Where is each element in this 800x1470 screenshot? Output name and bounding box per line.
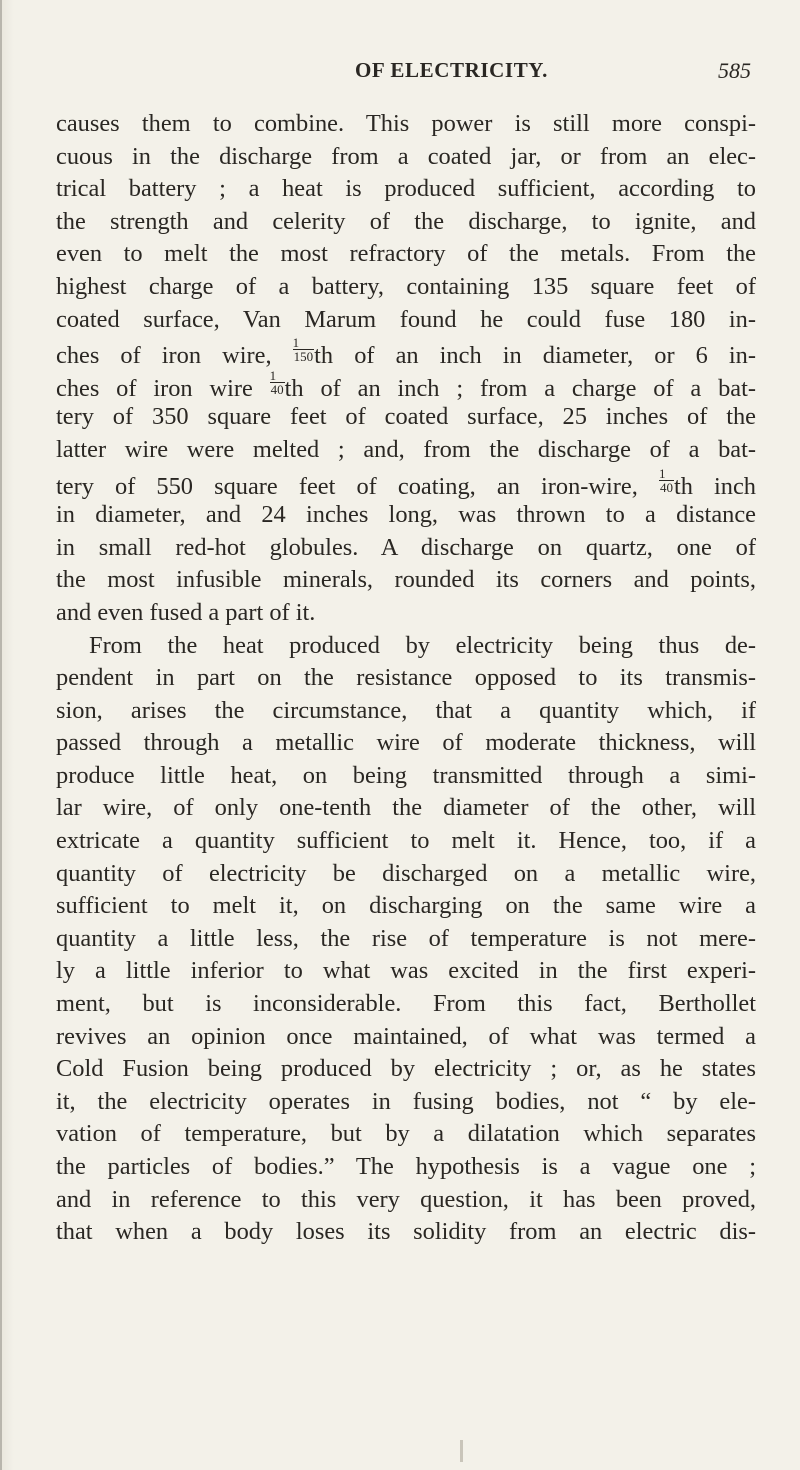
text-line: produce little heat, on being transmitted through a simi- <box>56 761 756 789</box>
fraction-numerator: 1 <box>658 465 666 481</box>
text-line: and even fused a part of it. <box>56 598 316 626</box>
text-line: the particles of bodies.” The hypothesis is a vague one ; <box>56 1153 756 1180</box>
body-text <box>56 108 756 1249</box>
text-line: Cold Fusion being produced by electricity ; or, as he states <box>56 1055 756 1083</box>
text-line: revives an opinion once maintained, of what was termed a <box>56 1022 756 1050</box>
fraction-one-40th <box>659 467 674 494</box>
text-segment: tery of 550 square feet of coating, an iron-wire, <box>56 472 638 500</box>
paragraph-first-line: From the heat produced by electricity being thus de- <box>89 631 756 659</box>
text-line: cuous in the discharge from a coated jar, or from an elec- <box>56 142 756 170</box>
text-line: extricate a quantity sufficient to melt it. Hence, too, if a <box>56 827 756 855</box>
text-segment: th of an inch in diameter, or 6 in- <box>314 342 756 370</box>
text-segment: ches of iron wire, <box>56 342 272 370</box>
text-line: the strength and celerity of the discharge, to ignite, and <box>56 207 756 235</box>
text-line: causes them to combine. This power is still more conspi- <box>56 110 756 137</box>
text-line: pendent in part on the resistance opposed to its transmis- <box>56 664 756 692</box>
fraction-denominator: 150 <box>293 349 314 365</box>
text-line <box>56 336 756 369</box>
text-line: passed through a metallic wire of moderate thickness, will <box>56 729 756 757</box>
page-number: 585 <box>718 58 751 83</box>
fraction-denominator: 40 <box>270 381 284 397</box>
running-head <box>0 58 800 90</box>
text-line: latter wire were melted ; and, from the discharge of a bat- <box>56 435 756 463</box>
text-line: lar wire, of only one-tenth the diameter of the other, will <box>56 794 756 822</box>
text-line: sufficient to melt it, on discharging on the same wire a <box>56 892 756 920</box>
text-line: it, the electricity operates in fusing bodies, not “ by ele- <box>56 1087 756 1115</box>
fraction-one-40th <box>270 369 285 396</box>
page-edge <box>0 0 2 1470</box>
fraction-denominator: 40 <box>659 479 673 495</box>
text-line: coated surface, Van Marum found he could fuse 180 in- <box>56 305 756 333</box>
text-line <box>56 369 756 402</box>
text-line: sion, arises the circumstance, that a quantity which, if <box>56 696 756 724</box>
text-segment: ches of iron wire <box>56 374 253 402</box>
running-head-title: OF ELECTRICITY. <box>355 58 548 82</box>
text-line: ment, but is inconsiderable. From this fact, Berthollet <box>56 990 756 1018</box>
text-line: the most infusible minerals, rounded its corners and points, <box>56 566 756 594</box>
text-line: that when a body loses its solidity from an electric dis- <box>56 1218 756 1246</box>
text-line: in small red-hot globules. A discharge on quartz, one of <box>56 533 756 561</box>
text-line: trical battery ; a heat is produced sufficient, according to <box>56 175 756 203</box>
text-segment: th inch <box>673 472 756 500</box>
text-line: quantity of electricity be discharged on a metallic wire, <box>56 859 756 887</box>
text-line: vation of temperature, but by a dilatation which separates <box>56 1120 756 1148</box>
text-line: tery of 350 square feet of coated surface, 25 inches of the <box>56 403 756 431</box>
text-segment: th of an inch ; from a charge of a bat- <box>284 374 756 402</box>
text-line: highest charge of a battery, containing 135 square feet of <box>56 272 756 300</box>
text-line <box>56 467 756 500</box>
text-line: quantity a little less, the rise of temperature is not mere- <box>56 924 756 952</box>
fraction-numerator: 1 <box>292 335 300 351</box>
fraction-numerator: 1 <box>269 367 277 383</box>
text-line: even to melt the most refractory of the metals. From the <box>56 240 756 268</box>
stray-mark <box>460 1440 463 1462</box>
text-line: and in reference to this very question, it has been proved, <box>56 1185 756 1213</box>
text-line: ly a little inferior to what was excited in the first experi- <box>56 957 756 985</box>
text-line: in diameter, and 24 inches long, was thrown to a distance <box>56 501 756 529</box>
fraction-one-150th <box>293 336 315 363</box>
